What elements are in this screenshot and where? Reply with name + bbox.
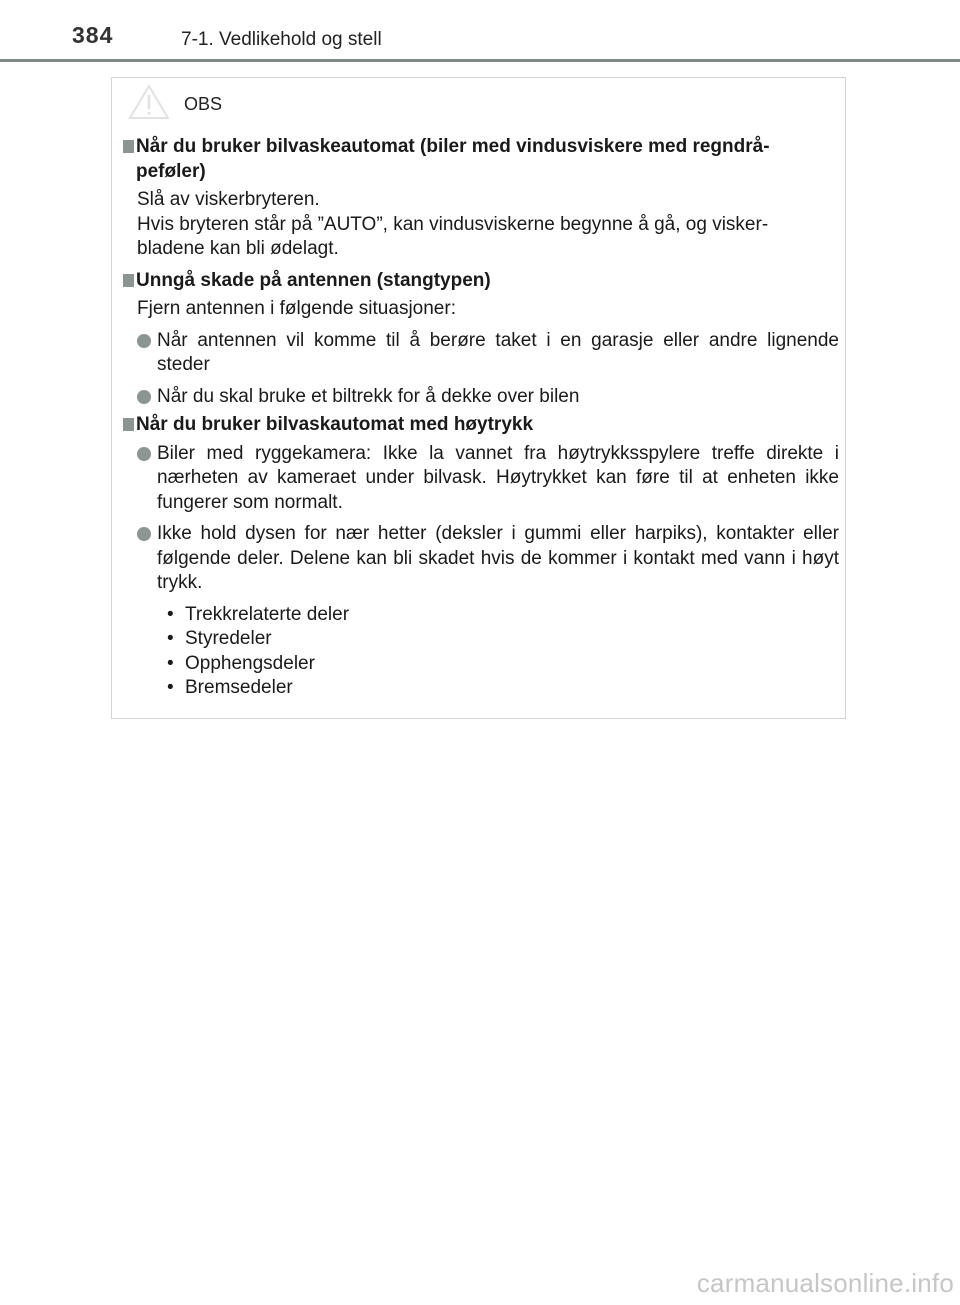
round-bullet-icon — [137, 527, 151, 541]
caution-content — [123, 135, 839, 701]
sub-list-item-text: Styredeler — [185, 628, 272, 649]
watermark-text: carmanualsonline.info — [696, 1268, 954, 1298]
warning-triangle-icon — [128, 84, 170, 120]
list-item-text: Når antennen vil komme til å berøre taket i en garasje eller andre lignende steder — [157, 329, 839, 375]
list-item-text: Ikke hold dysen for nær hetter (deksler i gummi eller harpiks), kontakter eller følgende deler. Delene kan bli skadet hvis de kommer i kontakt med vann i høyt trykk. — [157, 523, 839, 593]
square-bullet-icon — [123, 140, 134, 153]
dot-bullet-icon: • — [167, 603, 174, 625]
paragraph-antenna: Fjern antennen i følgende situasjoner: — [137, 298, 456, 319]
page-header — [0, 0, 960, 62]
sub-list-item — [167, 627, 839, 652]
sub-list-item-text: Bremsedeler — [185, 677, 293, 698]
heading-line: peføler) — [136, 160, 206, 182]
heading-line: Når du bruker bilvaskeautomat (biler med vindusviskere med regndrå- — [136, 136, 770, 157]
paragraph-line: Hvis bryteren står på ”AUTO”, kan vindusviskerne begynne å gå, og visker- — [137, 213, 769, 235]
sub-list-item — [167, 676, 839, 701]
section-heading-antenna — [123, 269, 839, 294]
caution-box — [111, 77, 846, 719]
sub-list-item — [167, 652, 839, 677]
sub-list-item-text: Opphengsdeler — [185, 652, 315, 674]
square-bullet-icon — [123, 418, 134, 431]
dot-bullet-icon: • — [167, 677, 174, 698]
section-title: 7-1. Vedlikehold og stell — [181, 29, 382, 50]
round-bullet-icon — [137, 334, 151, 348]
list-item — [123, 385, 839, 410]
paragraph-line: bladene kan bli ødelagt. — [137, 238, 339, 259]
list-item — [123, 522, 839, 596]
heading-text: Unngå skade på antennen (stangtypen) — [136, 269, 491, 291]
section-heading-wiper — [123, 135, 839, 184]
header-rule — [0, 59, 960, 62]
sub-list-item — [167, 603, 839, 628]
sub-list — [123, 603, 839, 701]
dot-bullet-icon: • — [167, 628, 174, 649]
section-heading-high-pressure — [123, 413, 839, 438]
list-item — [123, 442, 839, 516]
paragraph-wiper — [123, 188, 839, 262]
list-item-text: Biler med ryggekamera: Ikke la vannet fra høytrykksspylere treffe direkte i nærheten av kameraet under bilvask. Høytrykket kan føre til at enheten ikke fungerer som normalt. — [157, 442, 839, 513]
sub-list-item-text: Trekkrelaterte deler — [185, 603, 350, 625]
paragraph-line: Slå av viskerbryteren. — [137, 189, 320, 210]
heading-text: Når du bruker bilvaskautomat med høytrykk — [136, 414, 534, 435]
page-number: 384 — [72, 22, 114, 48]
caution-label: OBS — [184, 94, 223, 114]
square-bullet-icon — [123, 274, 134, 287]
dot-bullet-icon: • — [167, 652, 174, 674]
list-item-text: Når du skal bruke et biltrekk for å dekke over bilen — [157, 385, 580, 407]
round-bullet-icon — [137, 390, 151, 404]
round-bullet-icon — [137, 447, 151, 461]
list-item — [123, 329, 839, 378]
